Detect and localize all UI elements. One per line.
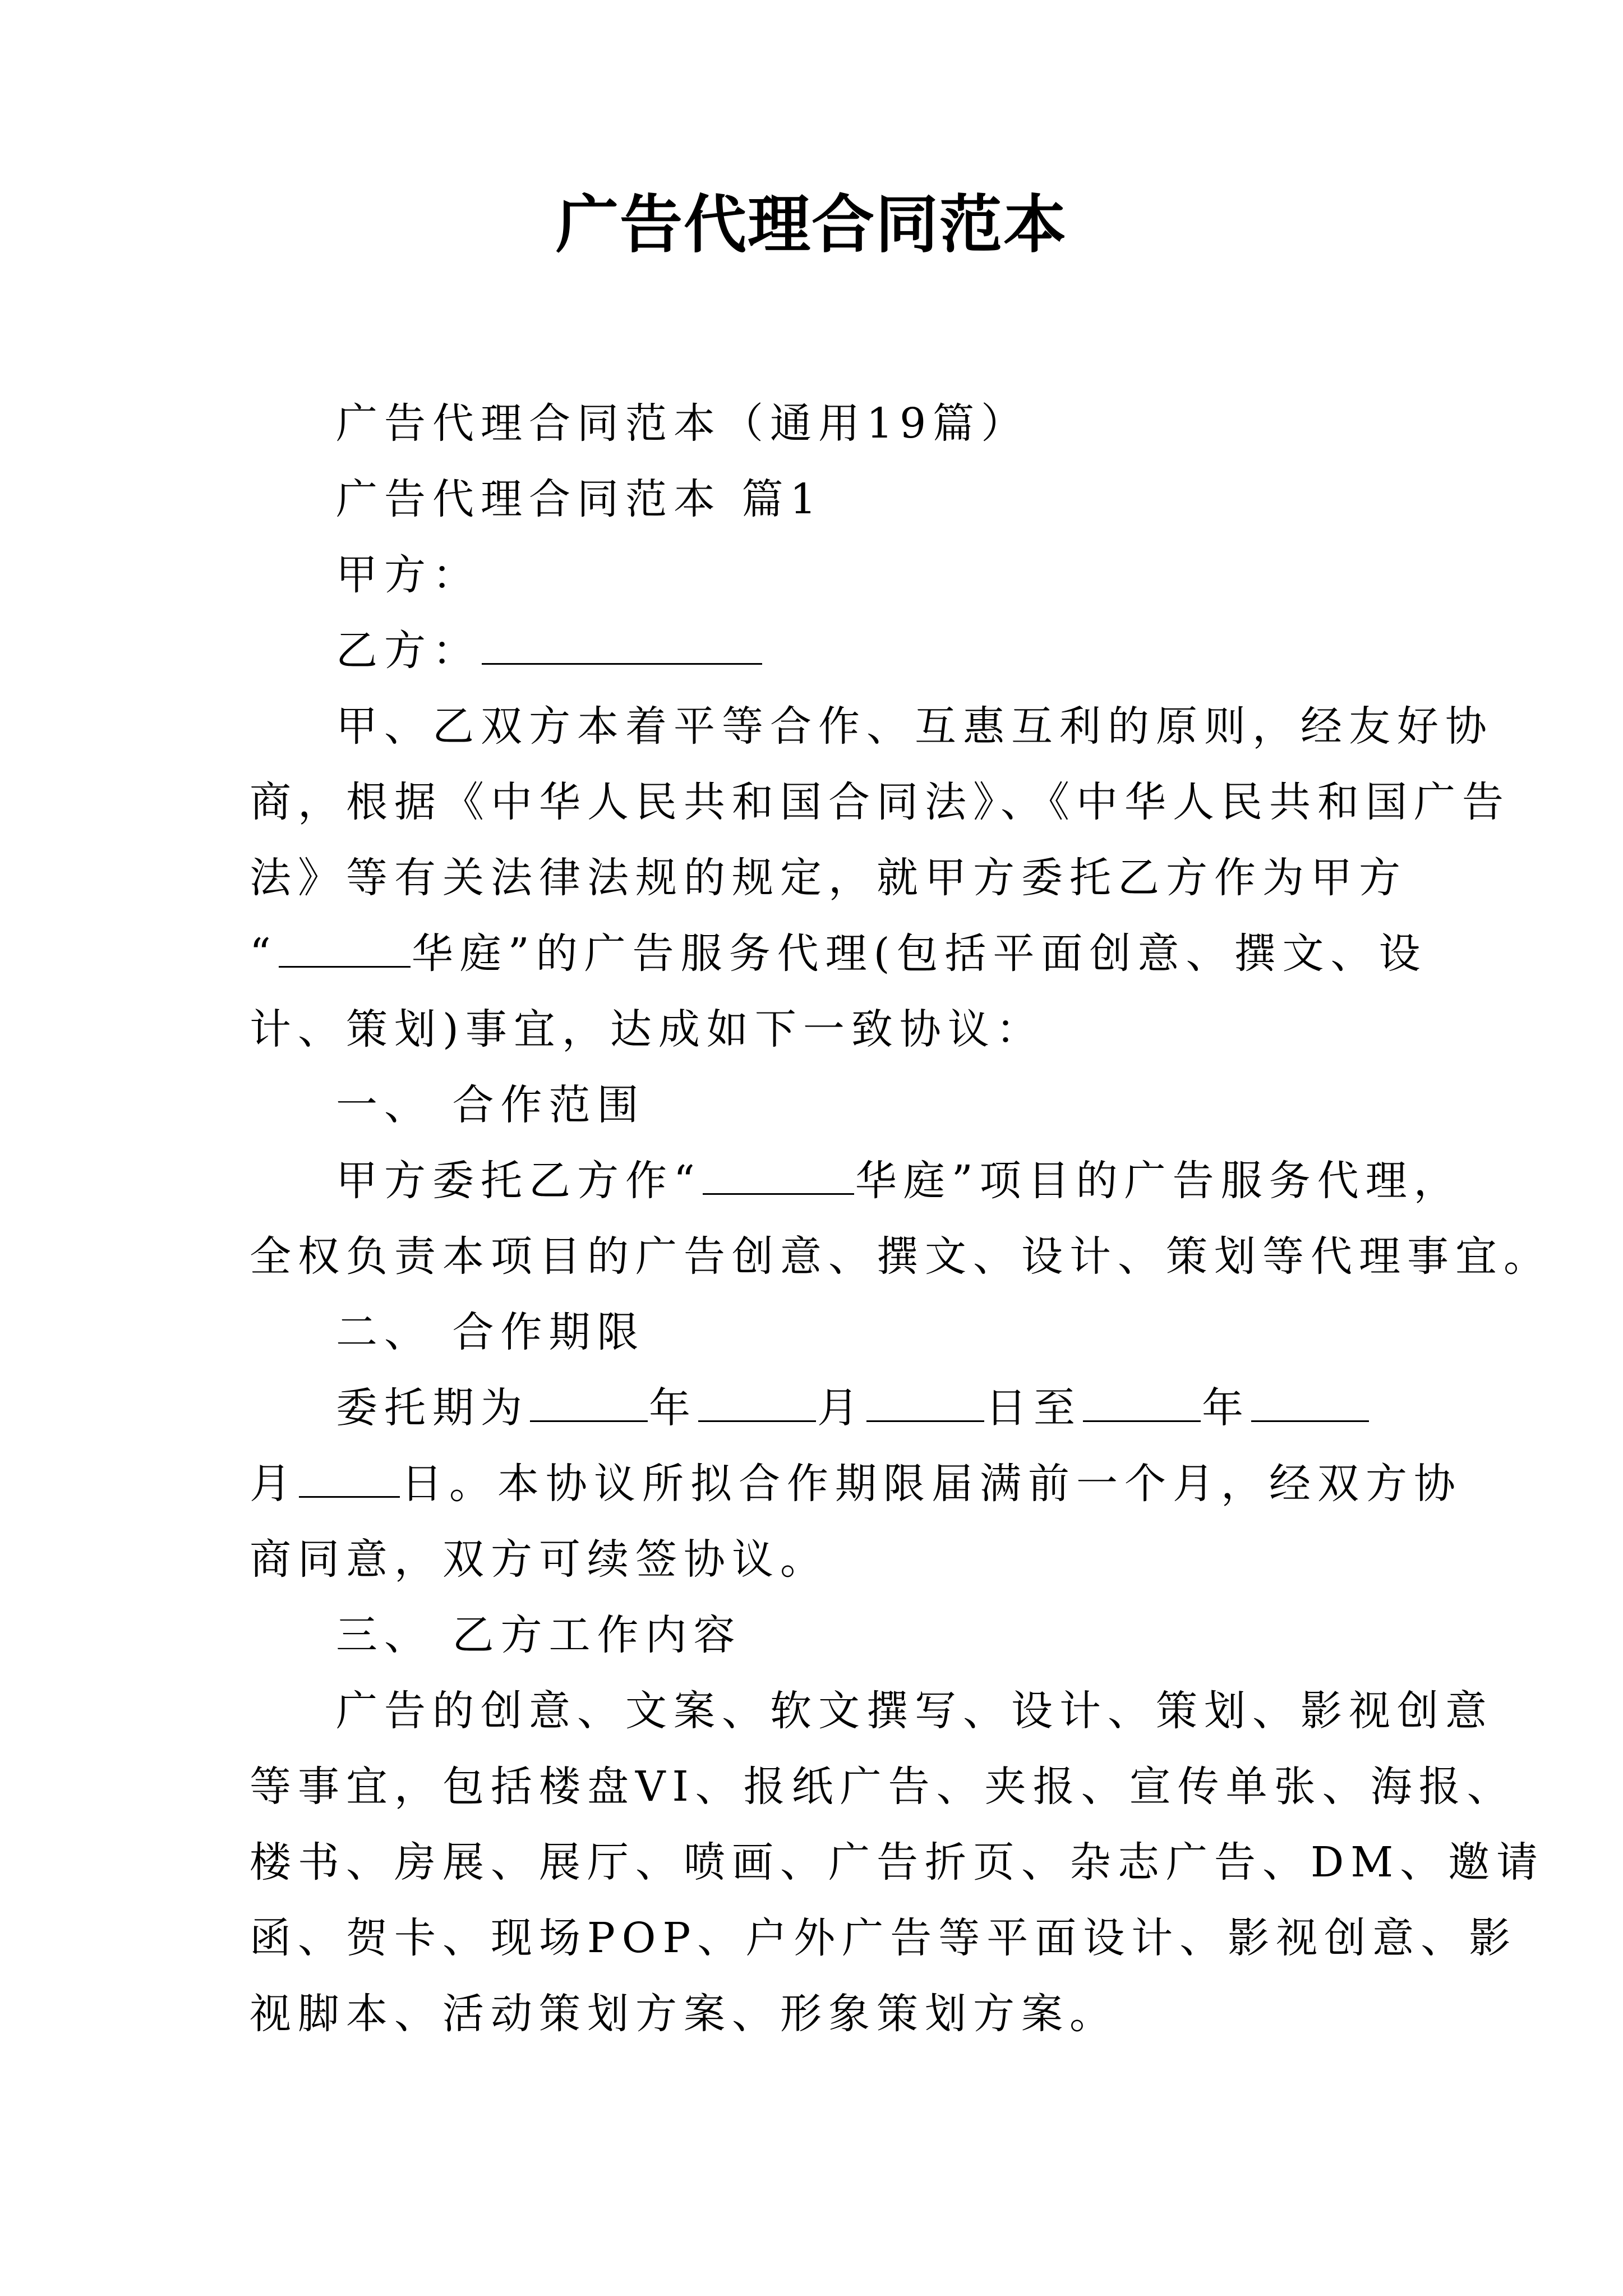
clause-3-line-5: 视脚本、活动策划方案、形象策划方案。 (250, 1990, 1118, 2038)
section-heading: 广告代理合同范本 篇1 (336, 475, 823, 523)
clause-1-heading: 一、 合作范围 (336, 1081, 645, 1129)
clause-1-line-1-start: 甲方委托乙方作“ (336, 1157, 702, 1205)
clause-2-heading: 二、 合作期限 (336, 1308, 645, 1356)
intro-line-4 (250, 916, 1427, 992)
clause-2-text-c: 月 (817, 1384, 865, 1432)
clause-3-line-4: 函、贺卡、现场POP、户外广告等平面设计、影视创意、影 (250, 1914, 1518, 1962)
party-b-label: 乙方： (336, 627, 481, 675)
start-day-blank (866, 1420, 984, 1422)
end-month-blank (1251, 1420, 1369, 1422)
start-month-blank (698, 1420, 816, 1422)
end-year-blank (1083, 1420, 1201, 1422)
clause-1-line-2: 全权负责本项目的广告创意、撰文、设计、策划等代理事宜。 (250, 1232, 1552, 1281)
clause-1-line-1 (250, 1143, 1462, 1219)
intro-line-2: 商，根据《中华人民共和国合同法》、《中华人民共和国广告 (250, 778, 1510, 826)
clause-2-text-g: 日。本协议所拟合作期限届满前一个月，经双方协 (401, 1460, 1462, 1508)
clause-2-text-b: 年 (649, 1384, 697, 1432)
party-b-line (250, 613, 1394, 689)
clause-2-line-1 (250, 1370, 1394, 1446)
clause-3-heading: 三、 乙方工作内容 (336, 1611, 742, 1659)
document-body (250, 386, 1552, 2052)
intro-line-5: 计、策划)事宜，达成如下一致协议： (250, 1005, 1044, 1053)
intro-quote-open: “ (250, 930, 278, 978)
intro-line-1: 甲、乙双方本着平等合作、互惠互利的原则，经友好协 (336, 702, 1493, 751)
document-title: 广告代理合同范本 (556, 188, 1067, 261)
subtitle: 广告代理合同范本（通用19篇） (336, 399, 1030, 448)
project-name-blank-2 (703, 1193, 854, 1195)
end-day-blank (299, 1496, 400, 1498)
party-a-line (250, 537, 1394, 613)
intro-line-3: 法》等有关法律法规的规定，就甲方委托乙方作为甲方 (250, 854, 1407, 902)
clause-2-text-e: 年 (1202, 1384, 1250, 1432)
party-b-blank (482, 663, 762, 665)
project-name-blank (279, 966, 411, 968)
party-a-label: 甲方： (336, 551, 481, 599)
clause-3-line-1: 广告的创意、文案、软文撰写、设计、策划、影视创意 (336, 1687, 1493, 1735)
clause-1-line-1-end: 华庭”项目的广告服务代理， (855, 1157, 1462, 1205)
clause-2-line-3: 商同意，双方可续签协议。 (250, 1535, 828, 1584)
start-year-blank (530, 1420, 648, 1422)
clause-2-line-2 (250, 1446, 1462, 1522)
clause-2-text-d: 日至 (985, 1384, 1082, 1432)
intro-line-4-text: 华庭”的广告服务代理(包括平面创意、撰文、设 (411, 930, 1427, 978)
clause-2-text-f: 月 (250, 1460, 298, 1508)
clause-2-text-a: 委托期为 (336, 1384, 529, 1432)
clause-3-line-2: 等事宜，包括楼盘VI、报纸广告、夹报、宣传单张、海报、 (250, 1763, 1515, 1811)
clause-3-line-3: 楼书、房展、展厅、喷画、广告折页、杂志广告、DM、邀请 (250, 1838, 1545, 1887)
